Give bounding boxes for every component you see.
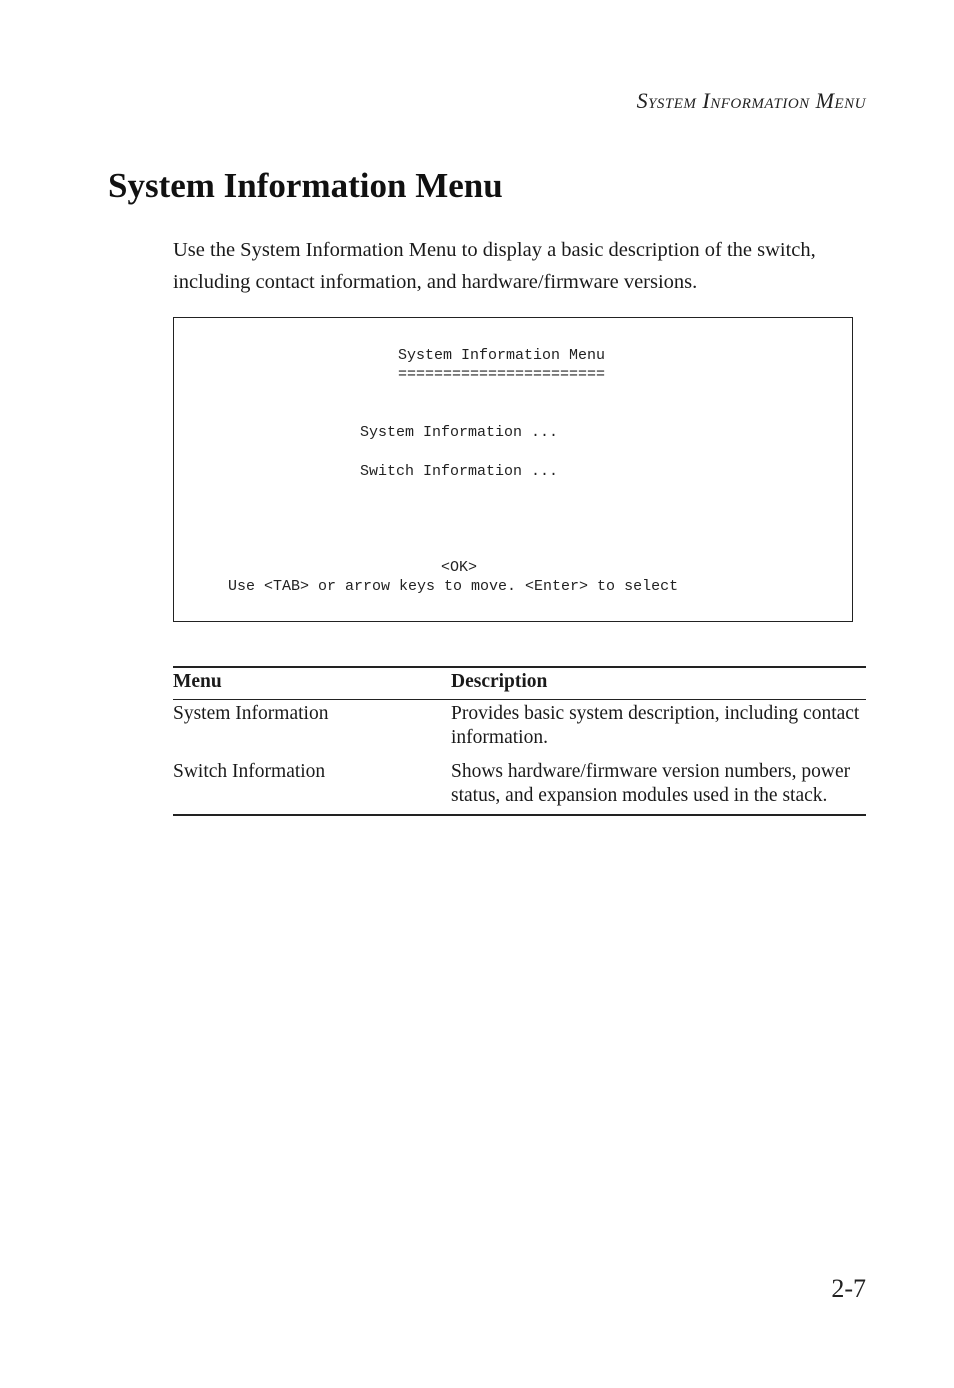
console-title-underline: ======================= bbox=[398, 366, 606, 383]
console-title: System Information Menu bbox=[398, 347, 606, 364]
running-header: System Information Menu bbox=[636, 88, 866, 113]
menu-item-switch-information[interactable]: Switch Information ... bbox=[360, 463, 559, 480]
ok-button[interactable]: <OK> bbox=[441, 559, 478, 576]
menu-description-table bbox=[173, 666, 866, 816]
row-description-cell: Shows hardware/firmware version numbers, power status, and expansion modules used in the stack. bbox=[451, 758, 866, 815]
row-menu-cell: System Information bbox=[173, 703, 329, 724]
intro-paragraph: Use the System Information Menu to display a basic description of the switch, including contact information, and hardware/firmware versions. bbox=[173, 239, 816, 293]
table-row bbox=[173, 700, 866, 759]
table-header-row bbox=[173, 667, 866, 700]
column-header-description: Description bbox=[451, 667, 866, 700]
menu-item-system-information[interactable]: System Information ... bbox=[360, 424, 559, 441]
table-row bbox=[173, 758, 866, 815]
console-help-text: Use <TAB> or arrow keys to move. <Enter> to select bbox=[228, 578, 679, 595]
row-menu-cell: Switch Information bbox=[173, 758, 451, 815]
row-description-cell: Provides basic system description, including contact information. bbox=[451, 703, 860, 748]
page-number: 2-7 bbox=[831, 1274, 866, 1303]
section-title: System Information Menu bbox=[108, 166, 503, 205]
column-header-menu: Menu bbox=[173, 667, 451, 700]
console-screen bbox=[173, 317, 853, 622]
